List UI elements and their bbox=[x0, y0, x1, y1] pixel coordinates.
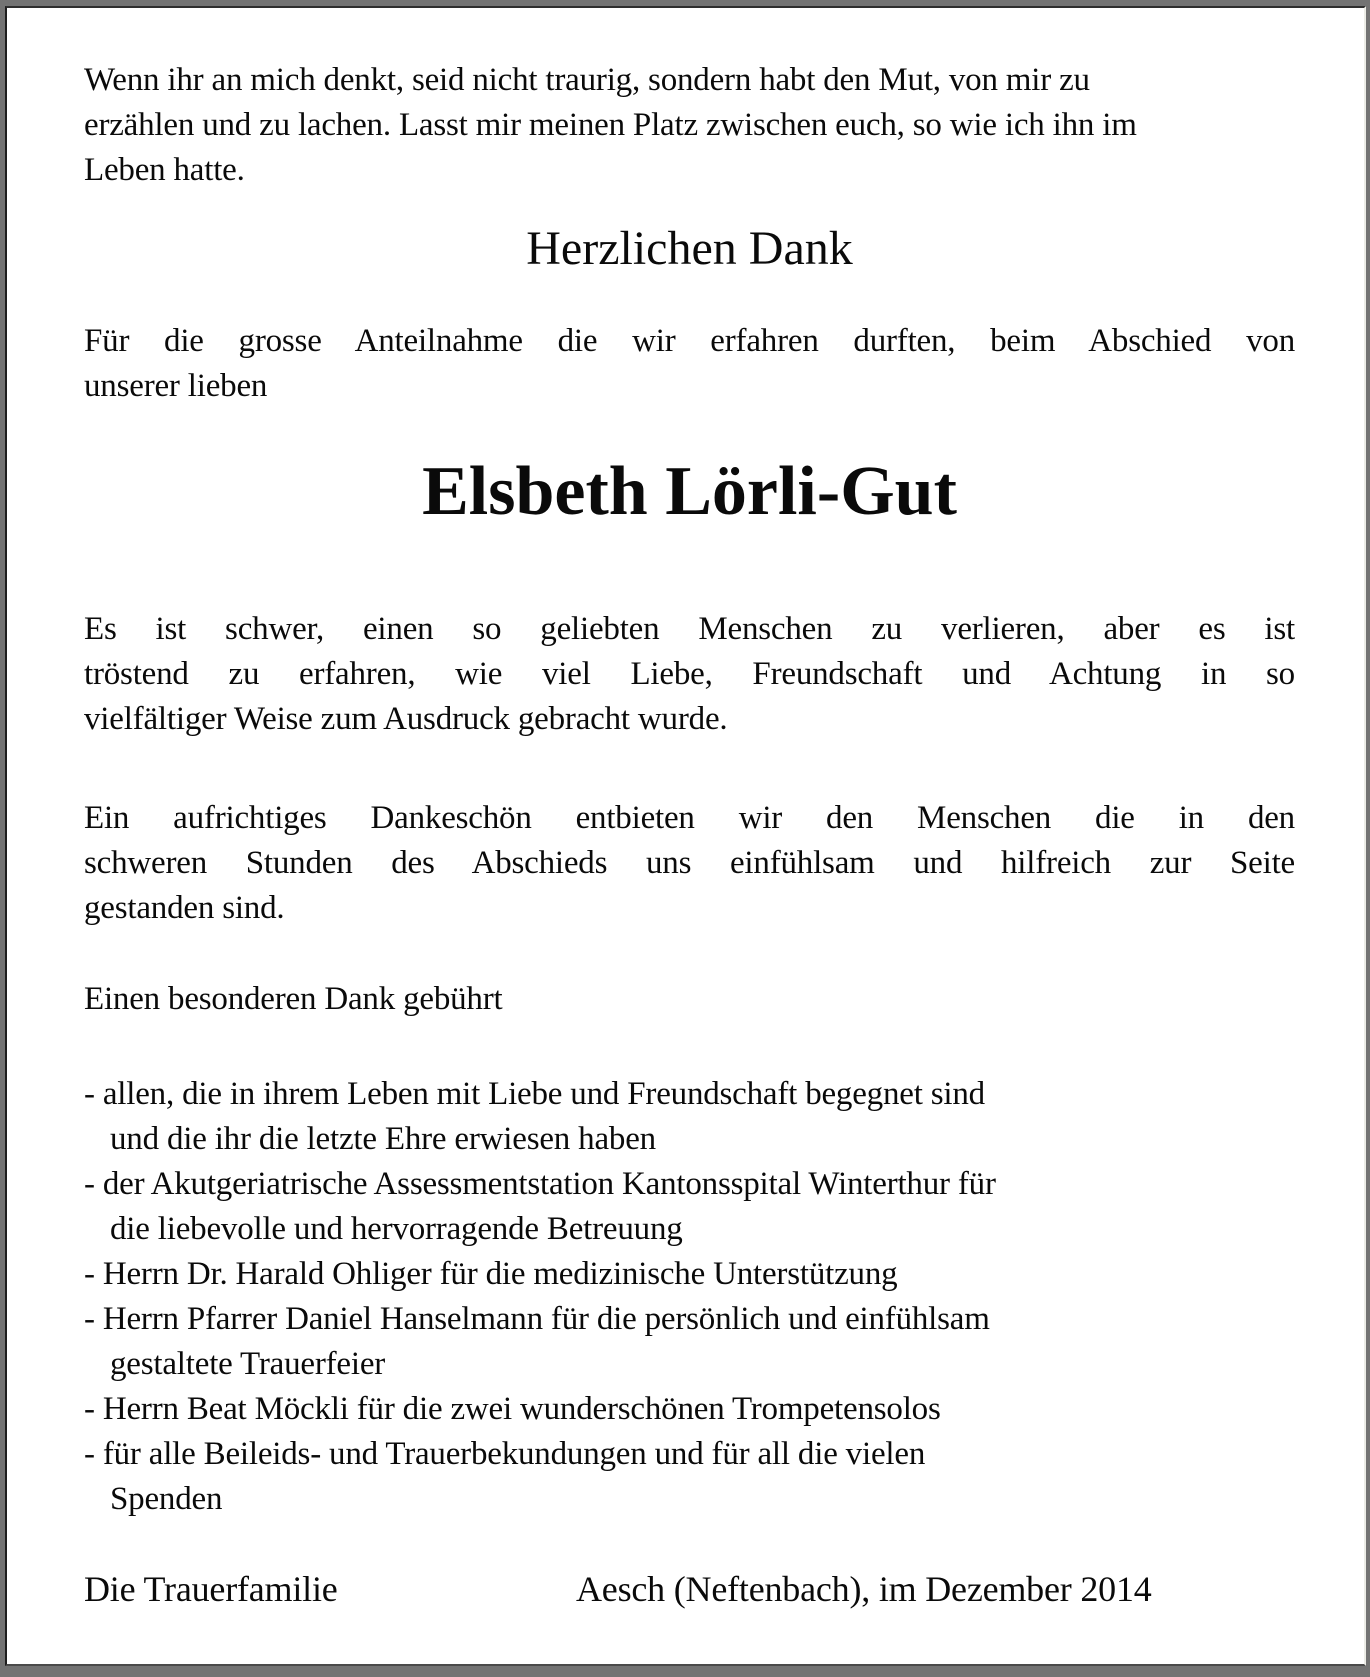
obituary-notice-page bbox=[5, 6, 1366, 1666]
notice-content bbox=[84, 8, 1295, 1612]
special-thanks-intro-line: Einen besonderen Dank gebührt bbox=[84, 981, 503, 1017]
thanks-list-line: die liebevolle und hervorragende Betreuung bbox=[110, 1211, 683, 1247]
thanks-list-line: Spenden bbox=[110, 1481, 223, 1517]
paragraph-loss-line: vielfältiger Weise zum Ausdruck gebracht wurde. bbox=[84, 701, 728, 737]
thanks-list-line: - Herrn Dr. Harald Ohliger für die medizinische Unterstützung bbox=[84, 1256, 898, 1292]
thanks-heading: Herzlichen Dank bbox=[526, 222, 853, 275]
paragraph-gratitude-line: Ein aufrichtiges Dankeschön entbieten wir den Menschen die in den bbox=[84, 800, 1295, 836]
thanks-list-line: - Herrn Pfarrer Daniel Hanselmann für die persönlich und einfühlsam bbox=[84, 1301, 990, 1337]
lead-line: Für die grosse Anteilnahme die wir erfahren durften, beim Abschied von bbox=[84, 323, 1295, 359]
thanks-list-line: - der Akutgeriatrische Assessmentstation Kantonsspital Winterthur für bbox=[84, 1166, 996, 1202]
footer-row bbox=[84, 1566, 1295, 1612]
place-date: Aesch (Neftenbach), im Dezember 2014 bbox=[576, 1569, 1152, 1609]
thanks-list-line: - Herrn Beat Möckli für die zwei wunderschönen Trompetensolos bbox=[84, 1391, 941, 1427]
epigraph-line: Wenn ihr an mich denkt, seid nicht traurig, sondern habt den Mut, von mir zu bbox=[84, 62, 1090, 98]
thanks-list-line: - allen, die in ihrem Leben mit Liebe und Freundschaft begegnet sind bbox=[84, 1076, 985, 1112]
paragraph-loss-line: Es ist schwer, einen so geliebten Menschen zu verlieren, aber es ist bbox=[84, 611, 1295, 647]
epigraph-line: erzählen und zu lachen. Lasst mir meinen Platz zwischen euch, so wie ich ihn im bbox=[84, 107, 1137, 143]
paragraph-gratitude-line: schweren Stunden des Abschieds uns einfühlsam und hilfreich zur Seite bbox=[84, 845, 1295, 881]
epigraph-line: Leben hatte. bbox=[84, 152, 245, 188]
special-thanks-intro bbox=[84, 977, 1295, 1022]
paragraph-loss-line: tröstend zu erfahren, wie viel Liebe, Freundschaft und Achtung in so bbox=[84, 656, 1295, 692]
signature: Die Trauerfamilie bbox=[84, 1569, 338, 1609]
paragraph-gratitude bbox=[84, 796, 1295, 931]
paragraph-gratitude-line: gestanden sind. bbox=[84, 890, 285, 926]
thanks-list bbox=[84, 1072, 1295, 1522]
thanks-list-line: gestaltete Trauerfeier bbox=[110, 1346, 386, 1382]
lead-paragraph bbox=[84, 319, 1295, 409]
lead-line: unserer lieben bbox=[84, 368, 268, 404]
deceased-name: Elsbeth Lörli-Gut bbox=[422, 453, 957, 530]
epigraph-paragraph bbox=[84, 58, 1295, 193]
paragraph-loss bbox=[84, 607, 1295, 742]
thanks-list-line: - für alle Beileids- und Trauerbekundungen und für all die vielen bbox=[84, 1436, 926, 1472]
thanks-list-line: und die ihr die letzte Ehre erwiesen haben bbox=[110, 1121, 656, 1157]
